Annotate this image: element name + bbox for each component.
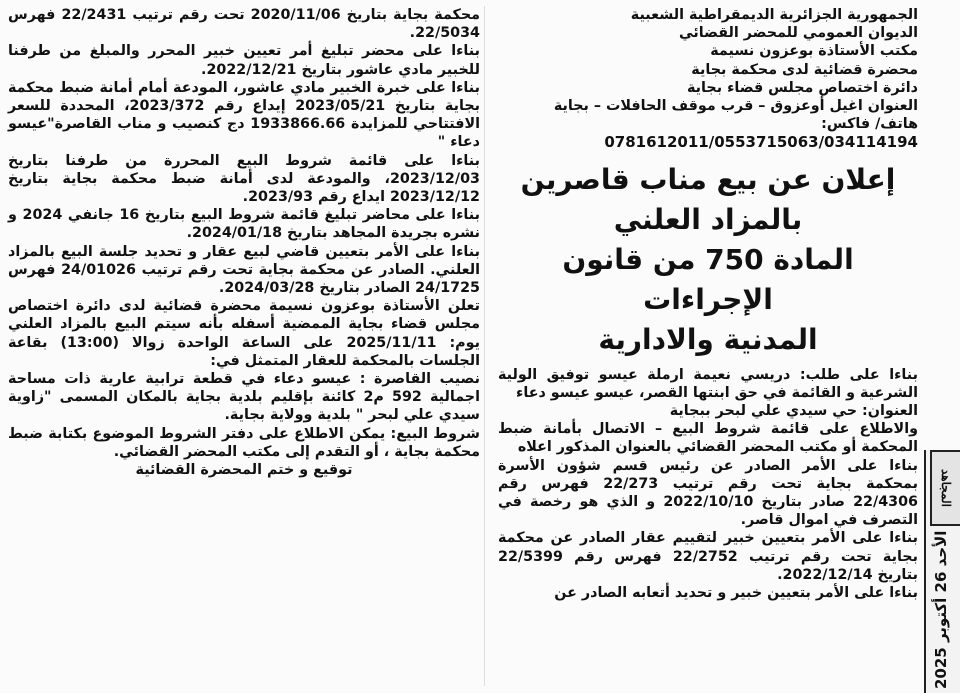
paragraph: والاطلاع على قائمة شروط البيع – الاتصال بأمانة ضبط المحكمة أو مكتب المحضر القضائي بالعنوان المذكور اعلاه [498, 421, 918, 456]
paragraph: بناءا على الأمر بتعيين قاضي لبيع عقار و تحديد جلسة البيع بالمزاد العلني. الصادر عن محكمة بجاية تحت رقم ترتيب 24/01026 فهرس 24/1725 الصادر بتاريخ 2024/03/28. [8, 243, 480, 297]
right-column [498, 6, 918, 602]
notice-header [498, 6, 918, 152]
paragraph: بناءا على الأمر بتعيين خبير و تحديد أتعابه الصادر عن [554, 585, 918, 602]
issue-date: الأحد 26 أكتوبر 2025 [932, 530, 950, 690]
paragraph: بناءا على قائمة شروط البيع المحررة من طرفنا بتاريخ 2023/12/03، والمودعة لدى أمانة ضبط محكمة بجاية بتاريخ 2023/12/12 ايداع رقم 2023/93. [8, 152, 480, 206]
signature-line: توقيع و ختم المحضرة القضائية [135, 462, 353, 479]
column-divider [484, 6, 485, 686]
header-line: دائرة اختصاص مجلس قضاء بجاية [687, 79, 918, 96]
paragraph: بناءا على محضر تبليغ أمر تعيين خبير المحرر والمبلغ من طرفنا للخبير مادي عاشور بتاريخ 2022/12/21. [8, 43, 480, 78]
paragraph: بناءا على محاضر تبليغ قائمة شروط البيع بتاريخ 16 جانفي 2024 و نشره بجريدة المجاهد بتاريخ 2024/01/18. [8, 207, 480, 242]
paragraph: نصيب القاصرة : عيسو دعاء في قطعة ترابية عارية ذات مساحة اجمالية 592 م2 كائنة بإقليم بلدية بجاية بالمكان المسمى "زاوية سيدي علي لبحر " بلدية وولاية بجاية. [8, 371, 480, 424]
header-line: هاتف/ فاكس: [821, 116, 918, 133]
newspaper-sidebar [924, 450, 960, 693]
notice-title [498, 160, 918, 360]
paragraph: بناءا على الأمر بتعيين خبير لتقييم عقار الصادر عن محكمة بجاية تحت رقم ترتيب 22/2752 فهرس رقم 22/5399 بتاريخ 2022/12/14. [498, 530, 918, 583]
header-phones: 0781612011/0553715063/034114194 [604, 133, 918, 152]
right-body [498, 366, 918, 603]
header-line: الديوان العمومي للمحضر القضائي [678, 25, 918, 42]
paragraph: بناءا على الأمر الصادر عن رئيس قسم شؤون الأسرة بمحكمة بجاية تحت رقم ترتيب 22/273 فهرس رقم 22/4306 صادر بتاريخ 2022/10/10 و الذي هو رخصة في التصرف في اموال قاصر. [498, 457, 918, 529]
header-line: مكتب الأستاذة بوعزون نسيمة [710, 43, 918, 60]
paragraph: تعلن الأستاذة بوعزون نسيمة محضرة قضائية لدى دائرة اختصاص مجلس قضاء بجاية الممضية أسفله بأنه سيتم البيع بالمزاد العلني يوم: 2025/11/11 على الساعة الواحدة زوالا (13:00) بقاعة الجلسات بالمحكمة للعقار المتمثل في: [8, 298, 480, 369]
header-line: محضرة قضائية لدى محكمة بجاية [691, 61, 918, 78]
title-line: إعلان عن بيع مناب قاصرين [520, 162, 896, 196]
newspaper-logo [930, 450, 960, 526]
title-line: بالمزاد العلني [613, 202, 803, 236]
title-line: المادة 750 من قانون الإجراءات [562, 242, 854, 316]
title-line: المدنية والادارية [598, 322, 818, 356]
paragraph: العنوان: حي سيدي علي لبحر ببجاية [669, 403, 918, 420]
header-line: العنوان اغيل أوعزوق – قرب موقف الحافلات – بجاية [553, 98, 918, 115]
paragraph: بناءا على خبرة الخبير مادي عاشور، المودعة أمام أمانة ضبط محكمة بجاية بتاريخ 2023/05/21 إيداع رقم 2023/372، المحددة للسعر الافتتاحي للمزايدة 1933866.66 دج كنصيب و مناب القاصرة"عيسو دعاء " [8, 79, 481, 151]
logo-text: المجاهد [939, 469, 953, 507]
paragraph: محكمة بجاية بتاريخ 2020/11/06 تحت رقم ترتيب 22/2431 فهرس 22/5034. [8, 7, 480, 42]
paragraph: شروط البيع: يمكن الاطلاع على دفتر الشروط الموضوع بكتابة ضبط محكمة بجاية ، أو التقدم إلى مكتب المحضر القضائي. [8, 425, 480, 460]
header-line: الجمهورية الجزائرية الديمقراطية الشعبية [630, 7, 918, 23]
left-column [8, 6, 480, 479]
paragraph: بناءا على طلب: دريسي نعيمة ارملة عيسو توفيق الولية الشرعية و القائمة في حق ابنتها القصر، عيسو عيسو دعاء [498, 366, 918, 401]
